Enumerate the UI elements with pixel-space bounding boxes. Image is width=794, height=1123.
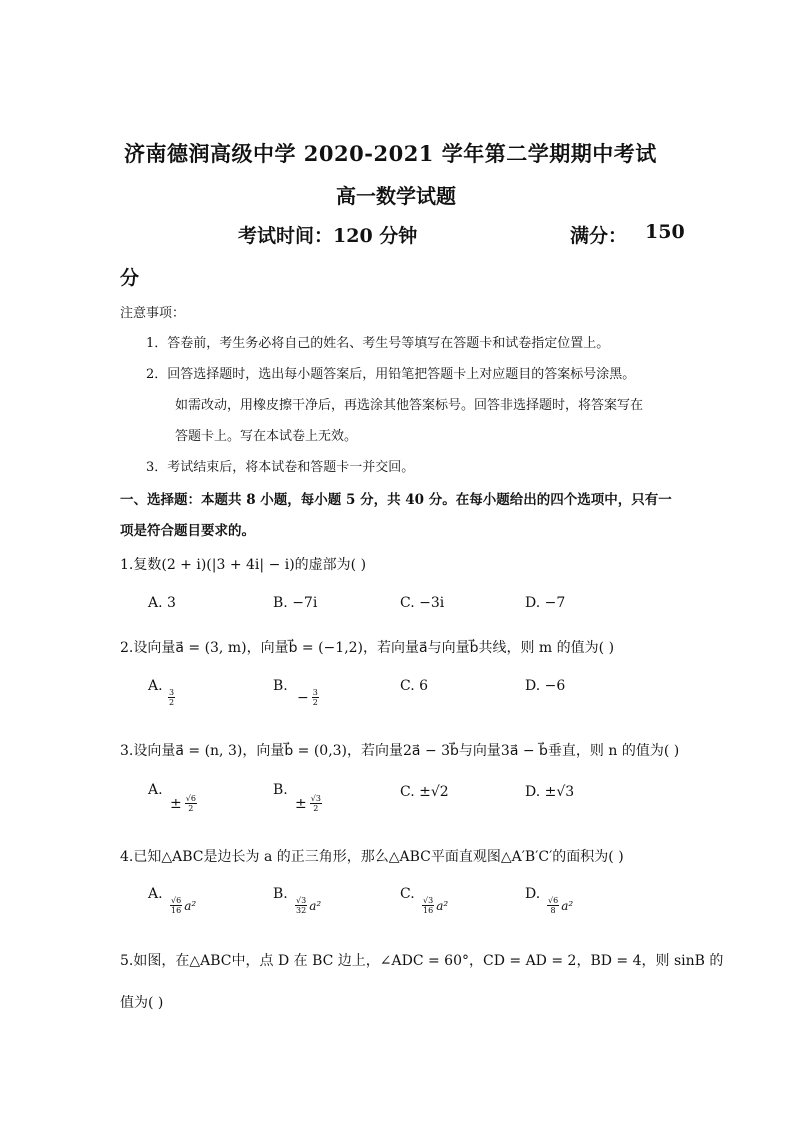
signed-fraction	[295, 794, 322, 813]
exam-time: 考试时间：120 分钟	[238, 225, 418, 247]
fraction-term	[422, 896, 448, 915]
fraction-numerator: √6	[548, 896, 559, 905]
section-heading-cont: 项是符合题目要求的。	[120, 523, 255, 539]
term-variable: a²	[309, 898, 322, 913]
fraction	[310, 794, 322, 813]
note-item-3: 3．考试结束后，将本试卷和答题卡一并交回。	[146, 460, 415, 475]
fraction-numerator: √6	[185, 794, 196, 803]
score-unit: 分	[120, 267, 140, 289]
question-2-option-d: D. −6	[525, 678, 566, 694]
question-4-option-d	[525, 886, 574, 915]
option-letter: A.	[148, 678, 163, 694]
fraction-numerator: 3	[312, 688, 318, 697]
fraction-denominator: 2	[312, 698, 318, 707]
option-letter: C.	[400, 886, 415, 902]
fraction-denominator: 32	[296, 906, 307, 915]
score-label: 满分：	[570, 225, 628, 247]
fraction-denominator: 16	[423, 906, 434, 915]
option-letter: A.	[148, 782, 163, 798]
fraction	[295, 896, 307, 915]
question-1-option-c: C. −3i	[400, 595, 445, 611]
note-item-1: 1．答卷前，考生务必将自己的姓名、考生号等填写在答题卡和试卷指定位置上。	[146, 336, 610, 351]
score-value: 150	[645, 221, 685, 243]
option-letter: A.	[148, 886, 163, 902]
note-item-2: 2．回答选择题时，选出每小题答案后，用铅笔把答题卡上对应题目的答案标号涂黑。	[146, 367, 636, 382]
question-2-option-c: C. 6	[400, 678, 429, 694]
sign: ±	[170, 795, 182, 812]
note-item-2-cont2: 答题卡上。写在本试卷上无效。	[175, 429, 358, 444]
exam-title: 济南德润高级中学 2020-2021 学年第二学期期中考试	[124, 141, 657, 166]
question-3-option-b	[273, 782, 321, 813]
question-3-option-d: D. ±√3	[525, 784, 575, 800]
option-letter: B.	[273, 782, 288, 798]
option-letter: B.	[273, 678, 288, 694]
fraction-term	[170, 896, 196, 915]
question-3-option-c: C. ±√2	[400, 784, 449, 800]
question-1-option-b: B. −7i	[273, 595, 318, 611]
question-2-option-a	[148, 678, 175, 707]
fraction	[422, 896, 434, 915]
fraction-denominator: 8	[550, 906, 556, 915]
question-4-option-c	[400, 886, 449, 915]
fraction-denominator: 2	[169, 698, 175, 707]
fraction-denominator: 2	[188, 804, 194, 813]
fraction-denominator: 16	[171, 906, 182, 915]
fraction-term	[295, 896, 321, 915]
question-5-stem: 5.如图，在△ABC中，点 D 在 BC 边上，∠ADC = 60°，CD = AD = 2，BD = 4，则 sinB 的	[120, 953, 724, 969]
term-variable: a²	[561, 898, 574, 913]
fraction	[547, 896, 559, 915]
fraction	[168, 688, 175, 707]
option-letter: D.	[525, 886, 541, 902]
term-variable: a²	[184, 898, 197, 913]
section-heading: 一、选择题：本题共 8 小题，每小题 5 分，共 40 分。在每小题给出的四个选项中，只有一	[120, 492, 672, 508]
fraction-denominator: 2	[313, 804, 319, 813]
fraction	[185, 794, 197, 813]
fraction-term	[547, 896, 573, 915]
fraction	[170, 896, 182, 915]
question-1-option-d: D. −7	[525, 595, 566, 611]
fraction-numerator: 3	[169, 688, 175, 697]
question-4-option-b	[273, 886, 322, 915]
fraction-numerator: √3	[296, 896, 307, 905]
exam-subtitle: 高一数学试题	[336, 184, 456, 208]
fraction-numerator: √3	[423, 896, 434, 905]
signed-fraction	[297, 688, 319, 707]
question-3-stem: 3.设向量a⃗ = (n, 3)，向量b⃗ = (0,3)，若向量2a⃗ − 3b⃗与向量3a⃗ − b⃗垂直，则 n 的值为( )	[120, 743, 680, 759]
fraction	[312, 688, 319, 707]
sign: ±	[295, 795, 307, 812]
question-1-stem: 1.复数(2 + i)(|3 + 4i| − i)的虚部为( )	[120, 557, 367, 573]
question-4-stem: 4.已知△ABC是边长为 a 的正三角形，那么△ABC平面直观图△A′B′C′的面积为( )	[120, 849, 624, 865]
question-4-option-a	[148, 886, 197, 915]
question-5-stem-cont: 值为( )	[120, 995, 164, 1011]
fraction-numerator: √6	[171, 896, 182, 905]
fraction-numerator: √3	[310, 794, 321, 803]
question-3-option-a	[148, 782, 196, 813]
question-1-option-a: A. 3	[148, 595, 176, 611]
note-item-2-cont: 如需改动，用橡皮擦干净后，再选涂其他答案标号。回答非选择题时，将答案写在	[175, 398, 644, 413]
question-2-option-b	[273, 678, 318, 707]
question-2-stem: 2.设向量a⃗ = (3, m)，向量b⃗ = (−1,2)，若向量a⃗与向量b⃗共线，则 m 的值为( )	[120, 640, 615, 656]
notes-heading: 注意事项：	[120, 306, 186, 321]
signed-fraction	[170, 794, 197, 813]
sign: −	[297, 689, 309, 706]
term-variable: a²	[436, 898, 449, 913]
option-letter: B.	[273, 886, 288, 902]
